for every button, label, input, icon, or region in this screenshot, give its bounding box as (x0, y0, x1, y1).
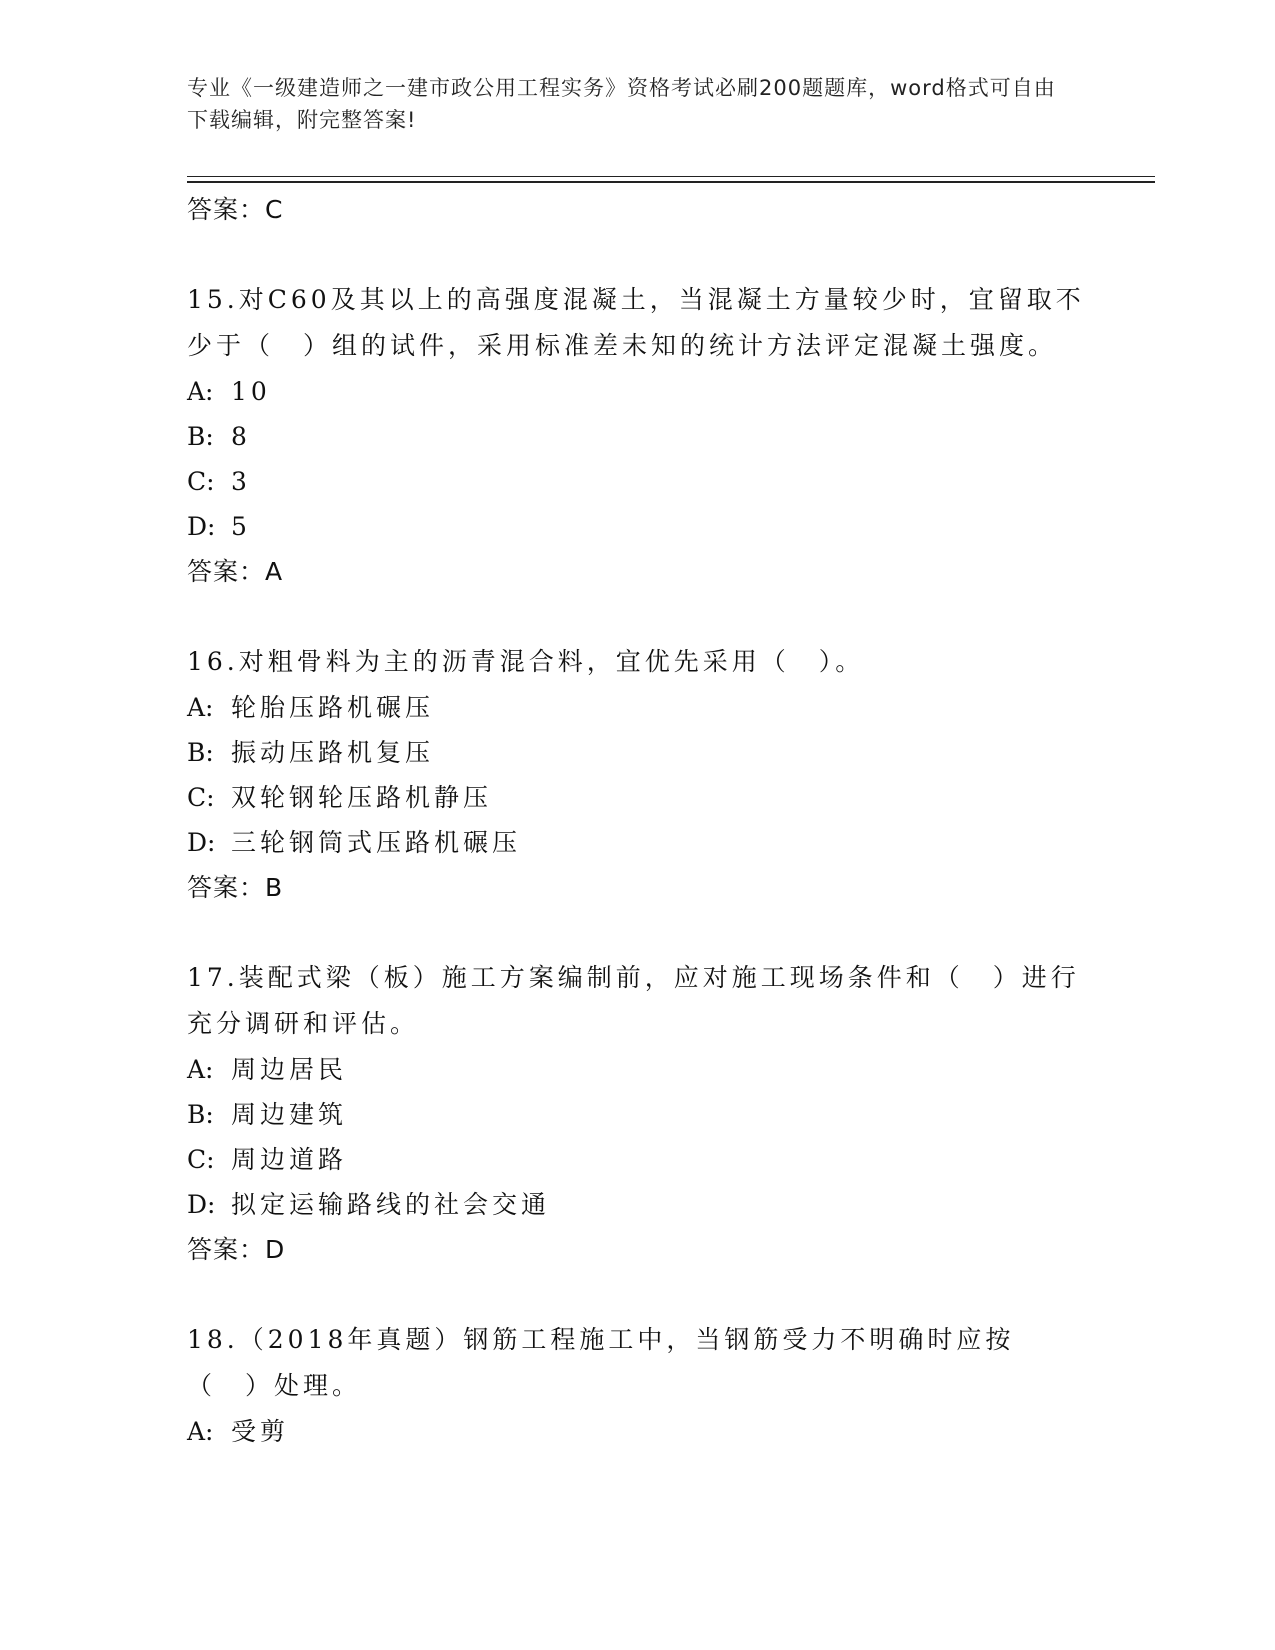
header-divider-thin (187, 176, 1155, 177)
question-17-option-a[interactable] (187, 1047, 1087, 1092)
option-letter: A: (187, 1417, 214, 1446)
question-15-option-a[interactable] (187, 369, 1087, 414)
option-letter: D: (187, 512, 216, 541)
document-header (187, 72, 1067, 136)
option-text: 受剪 (231, 1417, 290, 1446)
option-letter: B: (187, 422, 214, 451)
option-letter: D: (187, 1190, 216, 1219)
question-16 (187, 639, 1087, 911)
question-16-option-c[interactable] (187, 775, 1087, 820)
option-letter: A: (187, 693, 214, 722)
question-17-option-c[interactable] (187, 1137, 1087, 1182)
answer-14: 答案：C (187, 195, 284, 224)
option-text: 周边道路 (231, 1145, 348, 1174)
question-18-text: 18.（2018年真题）钢筋工程施工中，当钢筋受力不明确时应按（ ）处理。 (187, 1325, 1015, 1400)
option-text: 拟定运输路线的社会交通 (231, 1190, 551, 1219)
option-text: 轮胎压路机碾压 (231, 693, 435, 722)
question-15-option-b[interactable] (187, 414, 1087, 459)
question-16-option-a[interactable] (187, 685, 1087, 730)
option-text: 10 (231, 377, 271, 406)
option-text: 三轮钢筒式压路机碾压 (231, 828, 522, 857)
option-letter: C: (187, 783, 215, 812)
answer-16: 答案：B (187, 873, 284, 902)
option-letter: C: (187, 1145, 215, 1174)
option-text: 双轮钢轮压路机静压 (231, 783, 493, 812)
question-17-option-b[interactable] (187, 1092, 1087, 1137)
option-letter: B: (187, 738, 214, 767)
question-17-text: 17.装配式梁（板）施工方案编制前，应对施工现场条件和（ ）进行充分调研和评估。 (187, 963, 1080, 1038)
header-divider-thick (187, 181, 1155, 183)
question-16-option-b[interactable] (187, 730, 1087, 775)
question-list (187, 187, 1087, 1454)
option-text: 8 (231, 422, 251, 451)
option-text: 5 (231, 512, 251, 541)
header-text: 专业《一级建造师之一建市政公用工程实务》资格考试必刷200题题库，word格式可自由下载编辑，附完整答案! (187, 76, 1056, 132)
question-16-option-d[interactable] (187, 820, 1087, 865)
option-text: 周边建筑 (231, 1100, 348, 1129)
option-text: 振动压路机复压 (231, 738, 435, 767)
option-text: 3 (231, 467, 251, 496)
answer-17: 答案：D (187, 1235, 286, 1264)
question-18 (187, 1317, 1087, 1454)
question-17-option-d[interactable] (187, 1182, 1087, 1227)
question-15-option-d[interactable] (187, 504, 1087, 549)
option-letter: A: (187, 1055, 214, 1084)
answer-15: 答案：A (187, 557, 284, 586)
option-letter: D: (187, 828, 216, 857)
question-17 (187, 955, 1087, 1273)
question-16-text: 16.对粗骨料为主的沥青混合料，宜优先采用（ ）。 (187, 647, 865, 676)
option-letter: B: (187, 1100, 214, 1129)
option-letter: C: (187, 467, 215, 496)
question-15-text: 15.对C60及其以上的高强度混凝土，当混凝土方量较少时，宜留取不少于（ ）组的试件，采用标准差未知的统计方法评定混凝土强度。 (187, 285, 1085, 360)
option-text: 周边居民 (231, 1055, 348, 1084)
question-15 (187, 277, 1087, 595)
option-letter: A: (187, 377, 214, 406)
question-18-option-a[interactable] (187, 1409, 1087, 1454)
question-15-option-c[interactable] (187, 459, 1087, 504)
